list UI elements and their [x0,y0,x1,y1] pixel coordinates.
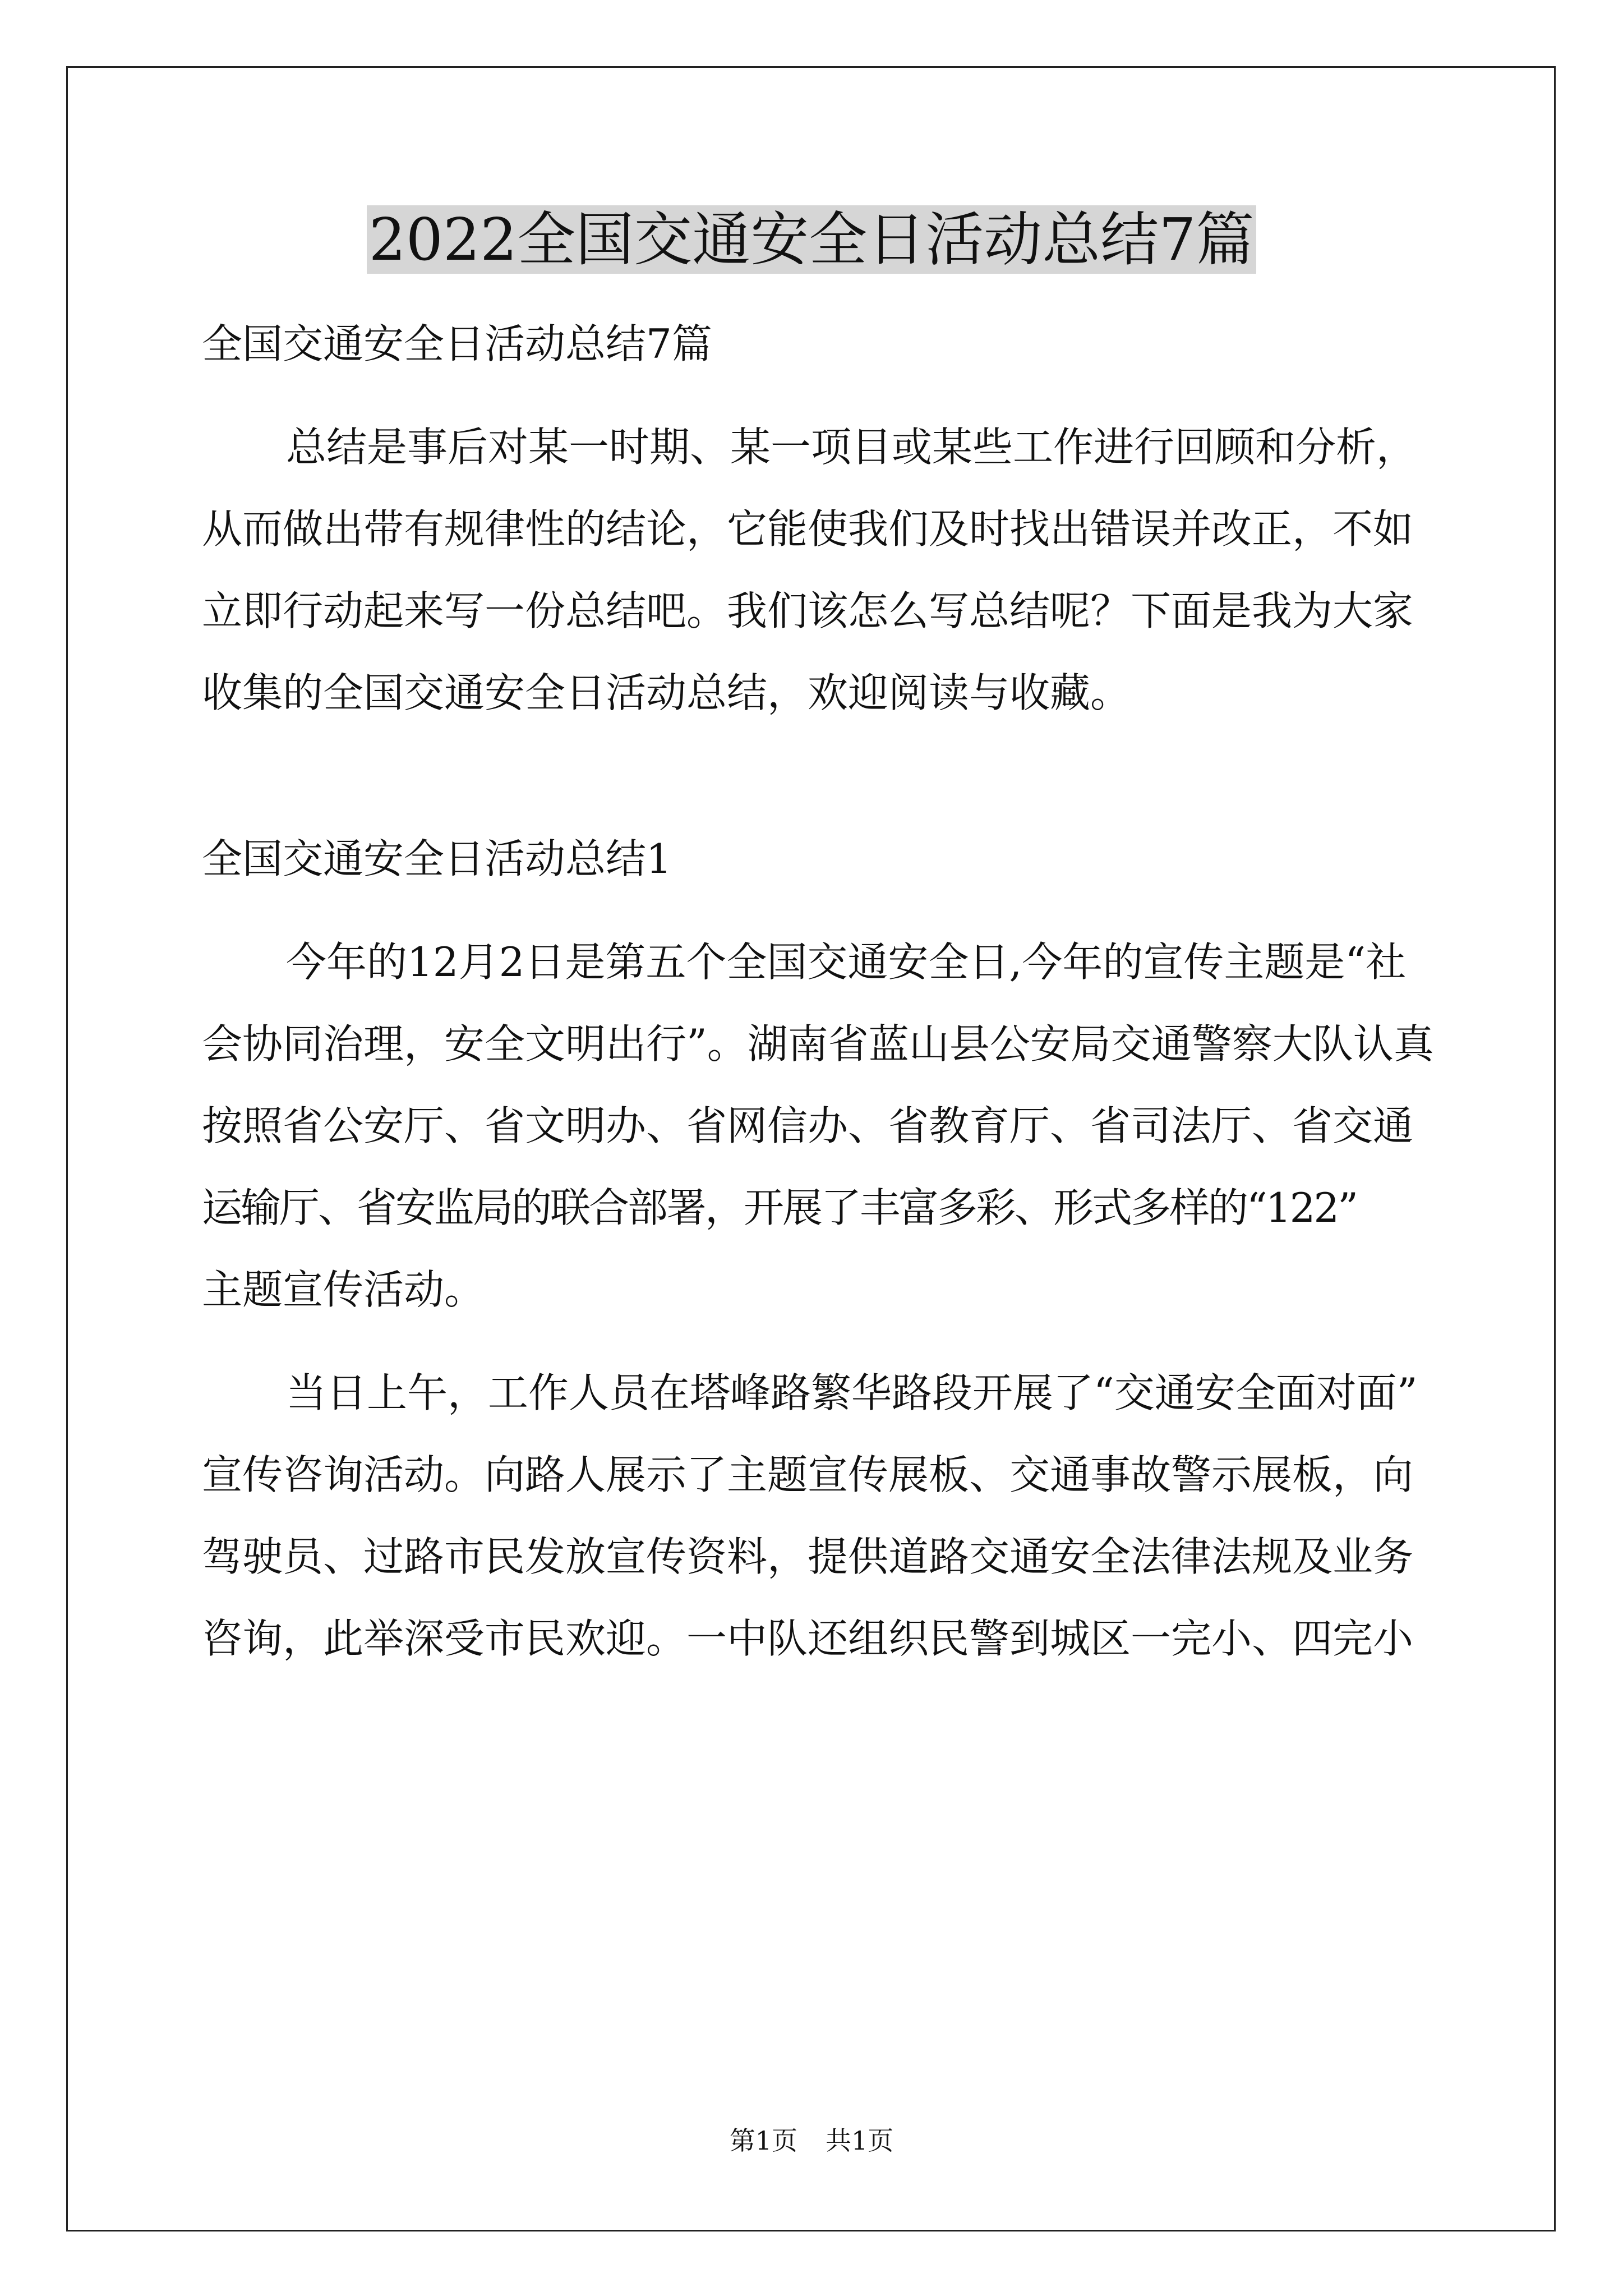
paragraph-line: 按照省公安厅、省文明办、省网信办、省教育厅、省司法厅、省交通 [202,1102,1414,1149]
intro-line: 从而做出带有规律性的结论，它能使我们及时找出错误并改正，不如 [202,505,1414,553]
intro-line: 总结是事后对某一时期、某一项目或某些工作进行回顾和分析， [286,424,1417,471]
paragraph-line: 当日上午，工作人员在塔峰路繁华路段开展了“交通安全面对面” [286,1369,1418,1416]
paragraph-line: 主题宣传活动。 [202,1266,485,1313]
intro-line: 立即行动起来写一份总结吧。我们该怎么写总结呢？下面是我为大家 [202,587,1414,634]
paragraph-line: 今年的12月2日是第五个全国交通安全日,今年的宣传主题是“社 [286,938,1407,986]
paragraph-line: 咨询，此举深受市民欢迎。一中队还组织民警到城区一完小、四完小 [202,1615,1414,1662]
paragraph-line: 驾驶员、过路市民发放宣传资料，提供道路交通安全法律法规及业务 [202,1533,1414,1580]
document-body [202,303,1453,1680]
page-footer [0,2124,1623,2157]
page-number: 第1页 [729,2125,797,2156]
document-title [0,197,1623,282]
section-heading: 全国交通安全日活动总结1 [202,835,672,882]
intro-line: 收集的全国交通安全日活动总结，欢迎阅读与收藏。 [202,669,1131,716]
document-subtitle: 全国交通安全日活动总结7篇 [202,320,712,367]
paragraph-line: 运输厅、省安监局的联合部署，开展了丰富多彩、形式多样的“122” [202,1184,1357,1231]
page-total: 共1页 [826,2125,894,2156]
paragraph-line: 会协同治理，安全文明出行”。湖南省蓝山县公安局交通警察大队认真 [202,1020,1434,1068]
paragraph-line: 宣传咨询活动。向路人展示了主题宣传展板、交通事故警示展板，向 [202,1451,1414,1498]
title-text: 2022全国交通安全日活动总结7篇 [367,205,1257,274]
